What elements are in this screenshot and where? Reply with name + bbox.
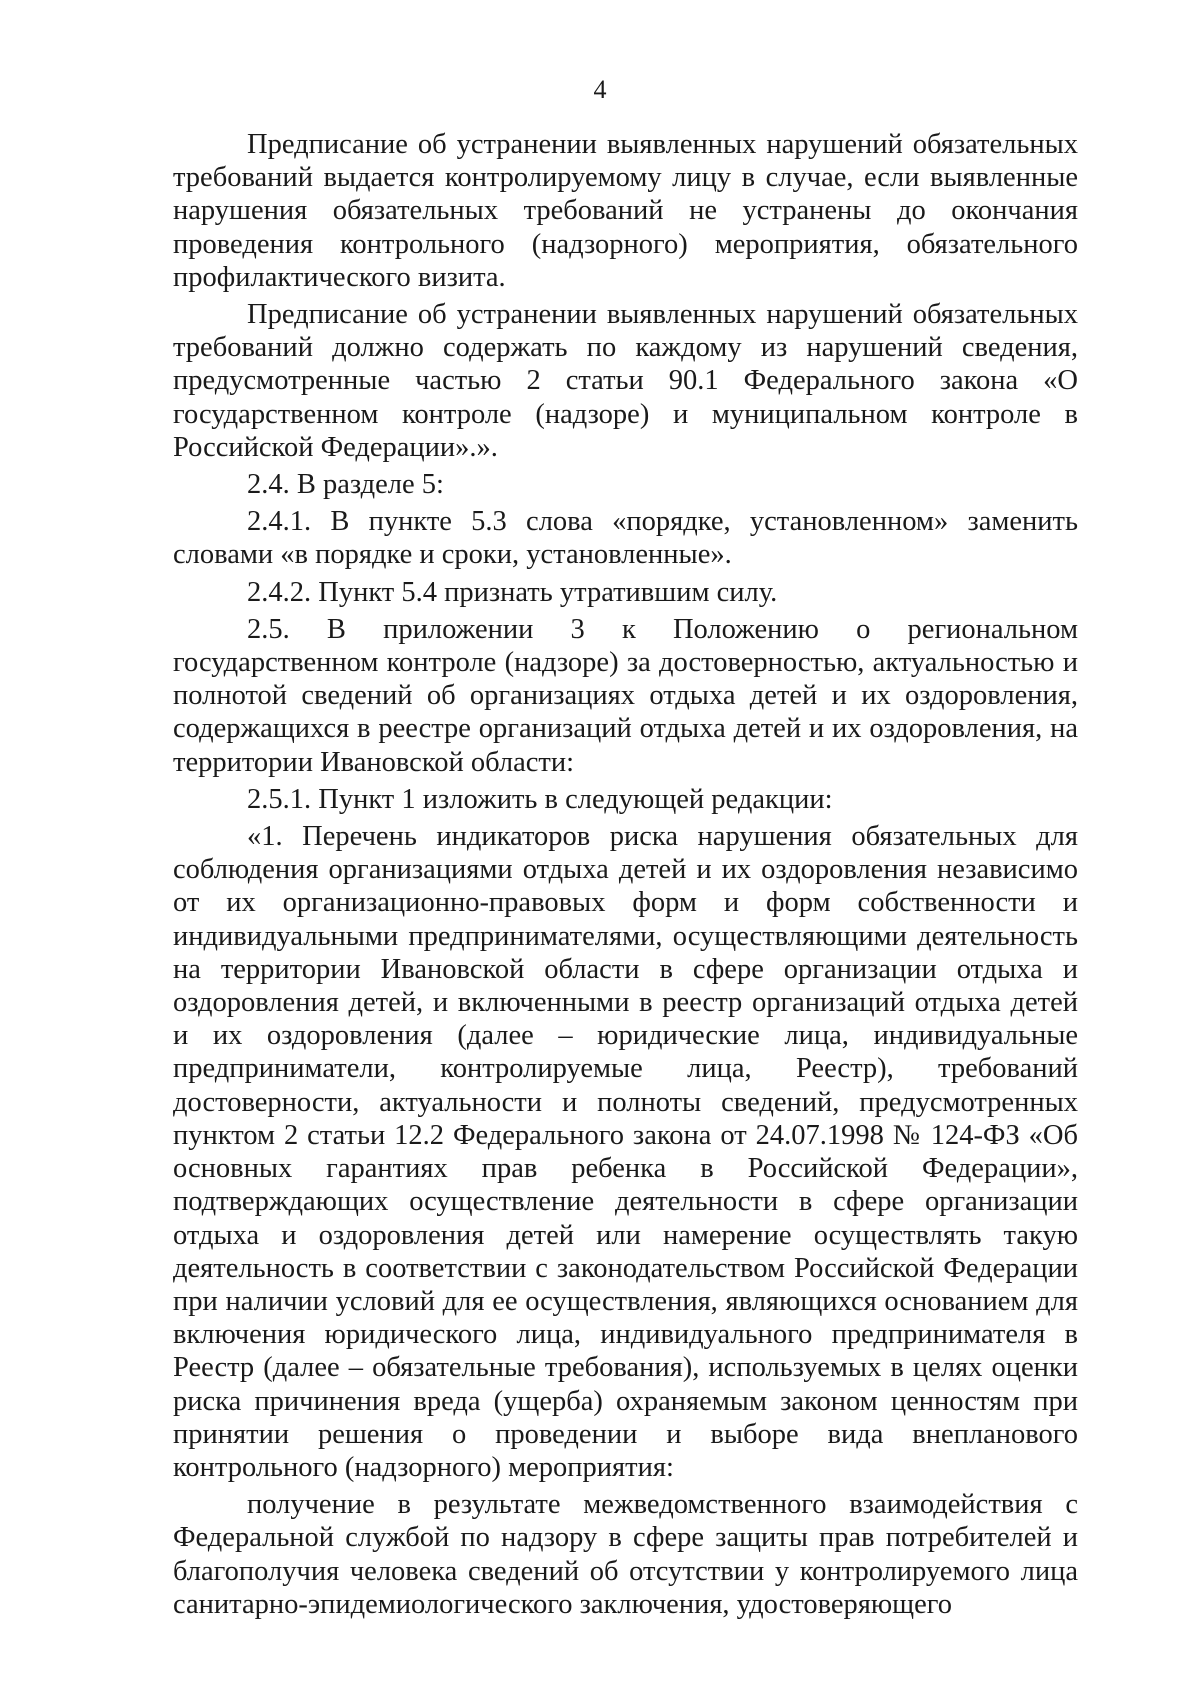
paragraph-risk-indicators-list: «1. Перечень индикаторов риска нарушения обязательных для соблюдения организациями отдыха детей и их оздоровления независимо от их организационно-правовых форм и форм собственности и индивидуальными предпринимателями, осуществляющими деятельность на территории Ивановской области в сфере организации отдыха и оздоровления детей, и включенными в реестр организаций отдыха детей и их оздоровления (далее – юридические лица, индивидуальные предприниматели, контролируемые лица, Реестр), требований достоверности, актуальности и полноты сведений, предусмотренных пунктом 2 статьи 12.2 Федерального закона от 24.07.1998 № 124-ФЗ «Об основных гарантиях прав ребенка в Российской Федерации», подтверждающих осуществление деятельности в сфере организации отдыха и оздоровления детей или намерение осуществлять такую деятельность в соответствии с законодательством Российской Федерации при наличии условий для ее осуществления, являющихся основанием для включения юридического лица, индивидуального предпринимателя в Реестр (далее – обязательные требования), используемых в целях оценки риска причинения вреда (ущерба) охраняемым законом ценностям при принятии решения о проведении и выборе вида внепланового контрольного (надзорного) мероприятия: bbox=[173, 821, 1078, 1483]
paragraph-prescription-issuance: Предписание об устранении выявленных нарушений обязательных требований выдается контролируемому лицу в случае, если выявленные нарушения обязательных требований не устранены до окончания проведения контрольного (надзорного) мероприятия, обязательного профилактического визита. bbox=[173, 129, 1078, 293]
document-body bbox=[173, 128, 1078, 1621]
paragraph-section-2-5-1: 2.5.1. Пункт 1 изложить в следующей редакции: bbox=[247, 783, 833, 815]
paragraph-prescription-content: Предписание об устранении выявленных нарушений обязательных требований должно содержать по каждому из нарушений сведения, предусмотренные частью 2 статьи 90.1 Федерального закона «О государственном контроле (надзоре) и муниципальном контроле в Российской Федерации».». bbox=[173, 299, 1078, 463]
page-number: 4 bbox=[593, 75, 607, 104]
paragraph-section-2-4-2: 2.4.2. Пункт 5.4 признать утратившим силу. bbox=[247, 576, 778, 608]
paragraph-section-2-4-1: 2.4.1. В пункте 5.3 слова «порядке, установленном» заменить словами «в порядке и сроки, установленные». bbox=[173, 506, 1078, 571]
paragraph-section-2-4: 2.4. В разделе 5: bbox=[247, 469, 444, 501]
paragraph-interagency-data: получение в результате межведомственного взаимодействия с Федеральной службой по надзору в сфере защиты прав потребителей и благополучия человека сведений об отсутствии у контролируемого лица санитарно-эпидемиологического заключения, удостоверяющего bbox=[173, 1489, 1078, 1620]
paragraph-section-2-5: 2.5. В приложении 3 к Положению о региональном государственном контроле (надзоре) за достоверностью, актуальностью и полнотой сведений об организациях отдыха детей и их оздоровления, содержащихся в реестре организаций отдыха детей и их оздоровления, на территории Ивановской области: bbox=[173, 613, 1078, 778]
